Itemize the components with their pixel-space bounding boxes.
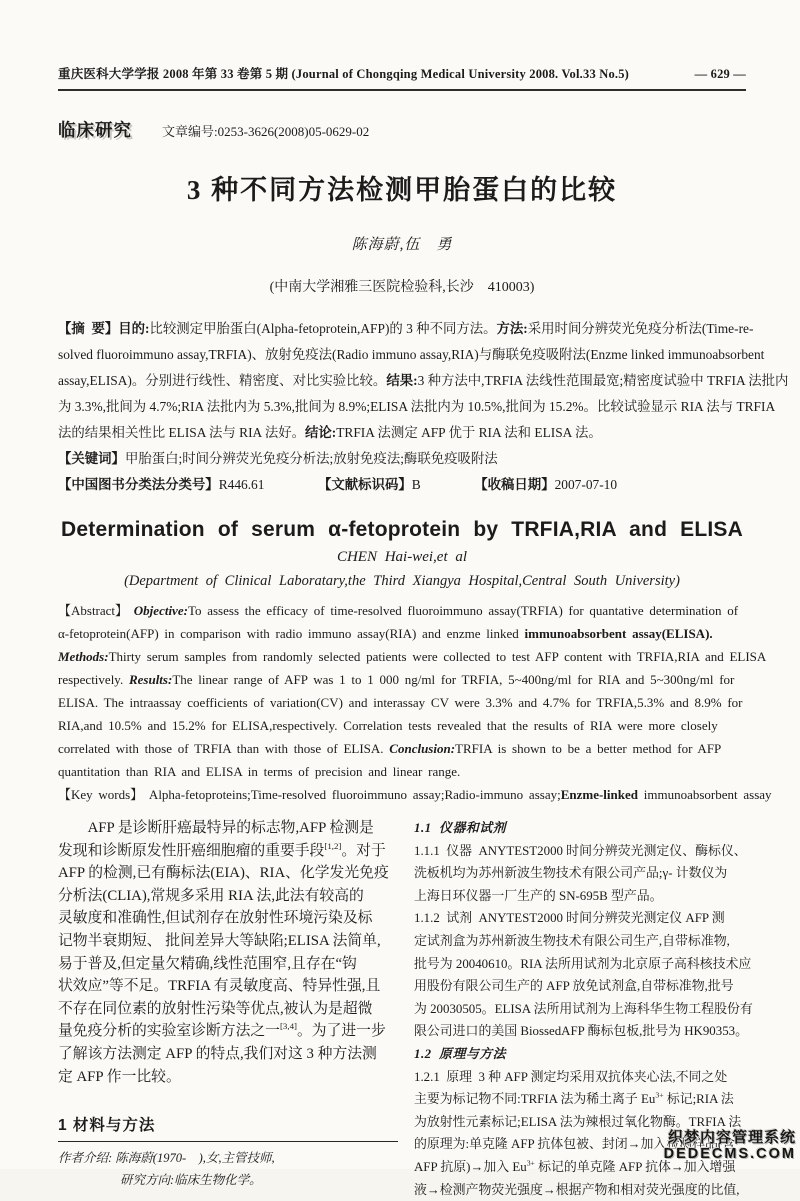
header-divider <box>58 89 746 91</box>
column-label: 临床研究 <box>58 120 132 140</box>
page-header <box>58 64 746 82</box>
authors-en: CHEN Hai-wei,et al <box>336 549 468 565</box>
intro-paragraph: AFP 是诊断肝癌最特异的标志物,AFP 检测是 发现和诊断原发性肝癌细胞瘤的重要手段[1,2]。对于 AFP 的检测,已有酶标法(EIA)、RIA、化学发光免疫 分析法(CLIA),常规多采用 RIA 法,此法有较高的 灵敏度和准确性,但试剂存在放射性环境污染及标 记物半衰期短、 批间差异大等缺陷;ELISA 法简单, 易于普及,但定量欠精确,线性范围窄,且存在“钩 状效应”等不足。TRFIA 有灵敏度高、特异性强,且 不存在同位素的放射性污染等优点,被认为是超微 量免疫分析的实验室诊断方法之一[3,4]。为了进一步 了解该方法测定 AFP 的特点,我们对这 3 种方法测 定 AFP 作一比较。 <box>58 820 389 1085</box>
abstract-cn: 【摘 要】目的:比较测定甲胎蛋白(Alpha-fetoprotein,AFP)的 3 种不同方法。方法:采用时间分辨荧光免疫分析法(Time-re- solved fluoroimmuno assay,TRFIA)、放射免疫法(Radio immuno assay,RIA)与酶联免疫吸附法(Enzme linked immunoabsorbent assay,ELISA)。分别进行线性、精密度、对比实验比较。结果:3 种方法中,TRFIA 法线性范围最宽;精密度试验中 TRFIA 法批内 为 3.3%,批间为 4.7%;RIA 法批内为 5.3%,批间为 8.9%;ELISA 法批内为 10.5%,批间为 15.2%。比较试验显示 RIA 法与 TRFIA 法的结果相关性比 ELISA 法与 RIA 法好。结论:TRFIA 法测定 AFP 优于 RIA 法和 ELISA 法。 【关键词】甲胎蛋白;时间分辨荧光免疫分析法;放射免疫法;酶联免疫吸附法 【中国图书分类法分类号】R446.61 【文献标识码】B 【收稿日期】2007-07-10 <box>58 321 789 492</box>
page-number: — 629 — <box>694 67 746 81</box>
abstract-en: 【Abstract】 Objective:To assess the efficacy of time-resolved fluoroimmuno assay(TRFIA) for quantative determination of α-fetoprotein(AFP) in comparison with radio immuno assay(RIA) and enzme linked immunoabsorbent assay(ELISA). Methods:Thirty serum samples from randomly selected patients were collected to test AFP content with TRFIA,RIA and ELISA respectively. Results:The linear range of AFP was 1 to 1 000 ng/ml for TRFIA, 5~400ng/ml for RIA and 5~300ng/ml for ELISA. The intraassay coefficients of variation(CV) and interassay CV were 3.3% and 4.7% for TRFIA,5.3% and 8.9% for RIA,and 10.5% and 15.2% for ELISA,respectively. Correlation tests revealed that the results of RIA were more closely correlated with those of TRFIA than with those of ELISA. Conclusion:TRFIA is shown to be a better method for AFP quantitation than RIA and ELISA in terms of precision and linear range. 【Key words】 Alpha-fetoproteins;Time-resolved fluoroimmuno assay;Radio-immuno assay;Enzme-linked immunoabsorbent assay <box>58 603 772 802</box>
watermark-en: DEDECMS.COM <box>663 1146 796 1162</box>
methods-column: 1.1 仪器和试剂 1.1.1 仪器 ANYTEST2000 时间分辨荧光测定仪、酶标仪、 洗板机均为苏州新波生物技术有限公司产品;γ- 计数仪为 上海日环仪器一厂生产的 SN-695B 型产品。 1.1.2 试剂 ANYTEST2000 时间分辨荧光测定仪 AFP 测 定试剂盒为苏州新波生物技术有限公司生产,自带标准物, 批号为 20040610。RIA 法所用试剂为北京原子高科核技术应 用股份有限公司生产的 AFP 放免试剂盒,自带标准物,批号 为 20030505。ELISA 法所用试剂为上海科华生物工程股份有 限公司进口的美国 BiossedAFP 酶标包板,批号为 HK90353。 1.2 原理与方法 1.2.1 原理 3 种 AFP 测定均采用双抗体夹心法,不同之处 主要为标记物不同:TRFIA 法为稀土离子 $Eu^{3+}$ 标记;RIA 法 为放射性元素标记;ELISA 法为辣根过氧化物酶。TRFIA 法 的原理为:单克隆 AFP 抗体包被、封闭→加入检测样品(含 AFP 抗原)→加入 $Eu^{3+}$ 标记的单克隆 AFP 抗体→加入增强 液→检测产物荧光强度→根据产物和相对荧光强度的比值, <box>414 821 753 1197</box>
author-bio-line1: 作者介绍: 陈海蔚(1970- ),女,主管技师, <box>58 1151 275 1166</box>
article-number: 文章编号:0253-3626(2008)05-0629-02 <box>162 124 370 139</box>
author-bio-line2: 研究方向:临床生物化学。 <box>120 1173 262 1188</box>
journal-header-line: 重庆医科大学学报 2008 年第 33 卷第 5 期 (Journal of Chongqing Medical University 2008. Vol.33 No.5) <box>58 67 630 81</box>
two-column-body <box>58 817 753 1201</box>
section-heading-materials: 1 材料与方法 <box>58 1117 156 1135</box>
watermark-cn: 织梦内容管理系统 <box>667 1129 796 1146</box>
authors-cn: 陈海蔚,伍 勇 <box>351 237 453 253</box>
affiliation-cn: (中南大学湘雅三医院检验科,长沙 410003) <box>269 280 535 295</box>
author-bio <box>58 1147 398 1191</box>
article-meta-row <box>58 117 746 142</box>
article-title-cn: 3 种不同方法检测甲胎蛋白的比较 <box>186 175 618 205</box>
watermark <box>664 1129 796 1163</box>
left-column <box>58 817 398 1201</box>
article-title-en: Determination of serum α-fetoprotein by TRFIA,RIA and ELISA <box>61 518 743 541</box>
footnote-divider <box>58 1141 398 1142</box>
affiliation-en: (Department of Clinical Laboratary,the Third Xiangya Hospital,Central South University) <box>124 573 680 589</box>
